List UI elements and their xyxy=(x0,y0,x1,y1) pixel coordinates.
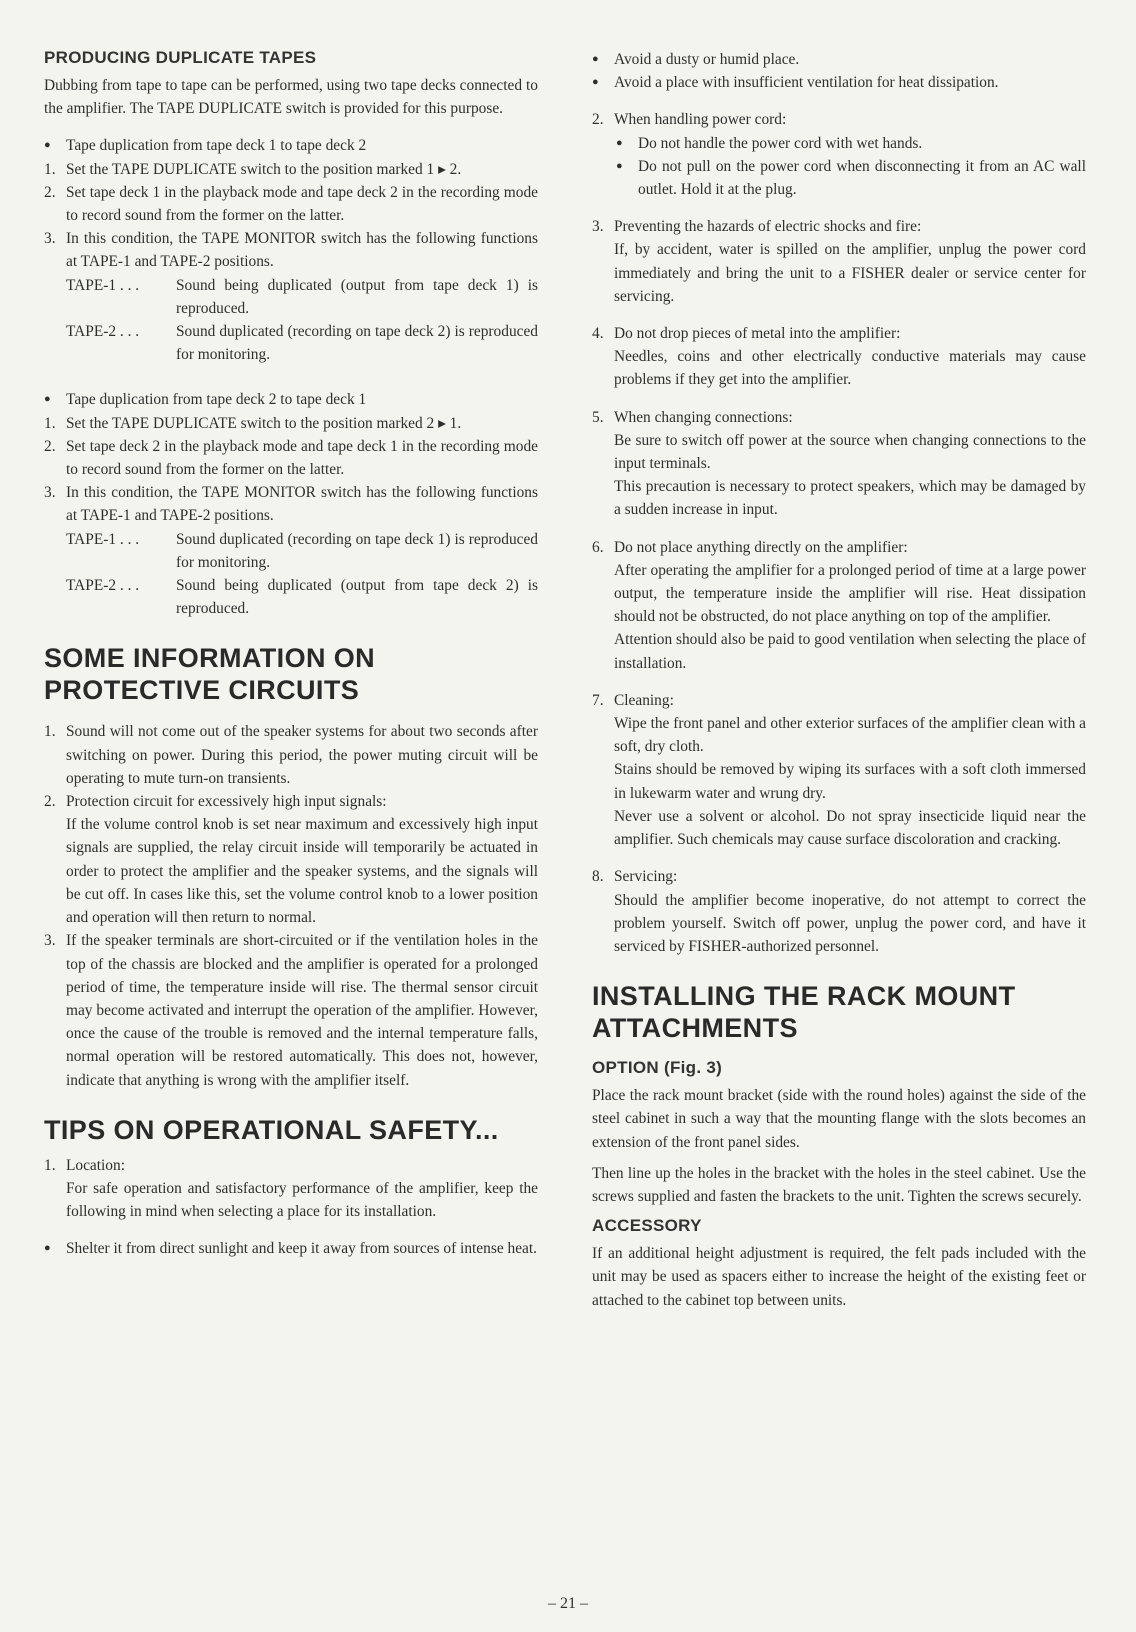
paragraph: If, by accident, water is spilled on the amplifier, unplug the power cord immediately and bring the unit to a FISHER dealer or service center for servicing. xyxy=(614,241,1086,305)
list-item: 3. In this condition, the TAPE MONITOR switch has the following functions at TAPE-1 and TAPE-2 positions. xyxy=(44,481,538,527)
page-number: – 21 – xyxy=(548,1595,588,1612)
list-item: 6. Do not place anything directly on the amplifier: xyxy=(592,536,1086,559)
list-item: 1. Location: xyxy=(44,1154,538,1177)
paragraph: After operating the amplifier for a prolonged period of time at a large power output, the temperature inside the amplifier will rise. Heat dissipation should not be obstructed, do not place anything on top of the amplifier. xyxy=(614,561,1086,626)
list-item: 3. In this condition, the TAPE MONITOR switch has the following functions at TAPE-1 and TAPE-2 positions. xyxy=(44,227,538,273)
list-item: 2. Set tape deck 2 in the playback mode and tape deck 1 in the recording mode to record sound from the former on the latter. xyxy=(44,435,538,481)
list-number: 5. xyxy=(592,408,604,426)
list-item: 3. Preventing the hazards of electric shocks and fire: xyxy=(592,215,1086,238)
bullet-item: ● Avoid a place with insufficient ventilation for heat dissipation. xyxy=(592,71,1086,94)
definition-row: TAPE-1 . . . Sound duplicated (recording on tape deck 1) is reproduced for monitoring. xyxy=(66,530,538,571)
paragraph: Stains should be removed by wiping its surfaces with a soft cloth immersed in lukewarm water and wrung dry. xyxy=(614,761,1086,802)
left-column xyxy=(44,48,538,1261)
heading-accessory: ACCESSORY xyxy=(592,1216,702,1236)
list-item: 3. If the speaker terminals are short-circuited or if the ventilation holes in the top of the chassis are blocked and the amplifier is operated for a prolonged period of time, the temperature inside will rise. The thermal sensor circuit may become activated and interrupt the operation of the amplifier. However, once the cause of the trouble is removed and the internal temperature falls, normal operation will be restored automatically. This does not, however, indicate that anything is wrong with the amplifier itself. xyxy=(44,929,538,1091)
list-number: 3. xyxy=(44,484,56,502)
bullet-item: ● Do not handle the power cord with wet hands. xyxy=(592,132,1086,155)
paragraph: This precaution is necessary to protect speakers, which may be damaged by a sudden increase in input. xyxy=(614,478,1086,519)
list-item: 2. Set tape deck 1 in the playback mode and tape deck 2 in the recording mode to record sound from the former on the latter. xyxy=(44,181,538,227)
list-number: 3. xyxy=(44,230,56,248)
list-number: 3. xyxy=(592,218,604,236)
list-item: 1. Set the TAPE DUPLICATE switch to the position marked 1 ▸ 2. xyxy=(44,158,538,181)
list-number: 2. xyxy=(592,111,604,129)
paragraph: Should the amplifier become inoperative, do not attempt to correct the problem yourself. Switch off power, unplug the power cord, and have it serviced by FISHER-authorized personnel. xyxy=(614,891,1086,955)
paragraph: Place the rack mount bracket (side with the round holes) against the side of the steel cabinet in such a way that the mounting flange with the slots becomes an extension of the front panel sides. xyxy=(592,1087,1086,1151)
bullet-item: ● Avoid a dusty or humid place. xyxy=(592,48,1086,71)
definition-row: TAPE-2 . . . Sound duplicated (recording on tape deck 2) is reproduced for monitoring. xyxy=(66,323,538,364)
list-number: 1. xyxy=(44,1156,56,1174)
list-item: 2. When handling power cord: xyxy=(592,108,1086,131)
heading-rack-mount: INSTALLING THE RACK MOUNT ATTACHMENTS xyxy=(592,981,1016,1044)
list-number: 2. xyxy=(44,793,56,811)
list-number: 7. xyxy=(592,691,604,709)
bullet-item: ● Shelter it from direct sunlight and keep it away from sources of intense heat. xyxy=(44,1237,538,1260)
heading-producing-duplicate-tapes: PRODUCING DUPLICATE TAPES xyxy=(44,48,317,67)
list-number: 3. xyxy=(44,932,56,950)
list-item: 1. Set the TAPE DUPLICATE switch to the position marked 2 ▸ 1. xyxy=(44,412,538,435)
heading-tips-operational-safety: TIPS ON OPERATIONAL SAFETY... xyxy=(44,1114,499,1145)
paragraph: Needles, coins and other electrically conductive materials may cause problems if they get into the amplifier. xyxy=(614,348,1086,389)
list-number: 1. xyxy=(44,160,56,178)
paragraph: Then line up the holes in the bracket with the holes in the steel cabinet. Use the screws supplied and fasten the brackets to the unit. Tighten the screws securely. xyxy=(592,1164,1086,1205)
list-number: 1. xyxy=(44,414,56,432)
list-item: 2. Protection circuit for excessively high input signals: xyxy=(44,790,538,813)
list-number: 2. xyxy=(44,437,56,455)
paragraph: Attention should also be paid to good ventilation when selecting the place of installation. xyxy=(614,631,1086,672)
list-number: 4. xyxy=(592,325,604,343)
list-item: 7. Cleaning: xyxy=(592,689,1086,712)
list-number: 2. xyxy=(44,183,56,201)
list-number: 1. xyxy=(44,723,56,741)
heading-option: OPTION (Fig. 3) xyxy=(592,1058,723,1078)
paragraph: Never use a solvent or alcohol. Do not spray insecticide liquid near the amplifier. Such chemicals may cause surface discoloration and cracking. xyxy=(614,807,1086,849)
paragraph: Wipe the front panel and other exterior surfaces of the amplifier clean with a soft, dry cloth. xyxy=(614,715,1086,756)
list-number: 6. xyxy=(592,538,604,556)
paragraph: If an additional height adjustment is required, the felt pads included with the unit may be used as spacers either to increase the height of the existing feet or attached to the cabinet top between units. xyxy=(592,1245,1086,1309)
paragraph: If the volume control knob is set near maximum and excessively high input signals are supplied, the relay circuit inside will temporarily be actuated in order to protect the amplifier and the speaker systems, and the signals will be cut off. In cases like this, set the volume control knob to a lower position and operation will then return to normal. xyxy=(66,816,538,927)
bullet-item: ● Tape duplication from tape deck 1 to tape deck 2 xyxy=(44,134,538,157)
paragraph: For safe operation and satisfactory performance of the amplifier, keep the following in mind when selecting a place for its installation. xyxy=(66,1179,538,1221)
definition-row: TAPE-1 . . . Sound being duplicated (output from tape deck 1) is reproduced. xyxy=(66,276,538,317)
right-column xyxy=(592,48,1086,1312)
bullet-item: ● Tape duplication from tape deck 2 to tape deck 1 xyxy=(44,388,538,411)
list-item: 4. Do not drop pieces of metal into the amplifier: xyxy=(592,322,1086,345)
heading-protective-circuits: SOME INFORMATION ON PROTECTIVE CIRCUITS xyxy=(44,643,376,706)
bullet-item: ● Do not pull on the power cord when disconnecting it from an AC wall outlet. Hold it at the plug. xyxy=(592,155,1086,201)
list-item: 8. Servicing: xyxy=(592,865,1086,888)
paragraph: Dubbing from tape to tape can be performed, using two tape decks connected to the amplifier. The TAPE DUPLICATE switch is provided for this purpose. xyxy=(44,77,538,118)
paragraph: Be sure to switch off power at the source when changing connections to the input terminals. xyxy=(614,431,1086,473)
list-number: 8. xyxy=(592,868,604,886)
definition-row: TAPE-2 . . . Sound being duplicated (output from tape deck 2) is reproduced. xyxy=(66,577,538,618)
list-item: 1. Sound will not come out of the speaker systems for about two seconds after switching on power. During this period, the power muting circuit will be operating to mute turn-on transients. xyxy=(44,720,538,790)
list-item: 5. When changing connections: xyxy=(592,406,1086,429)
